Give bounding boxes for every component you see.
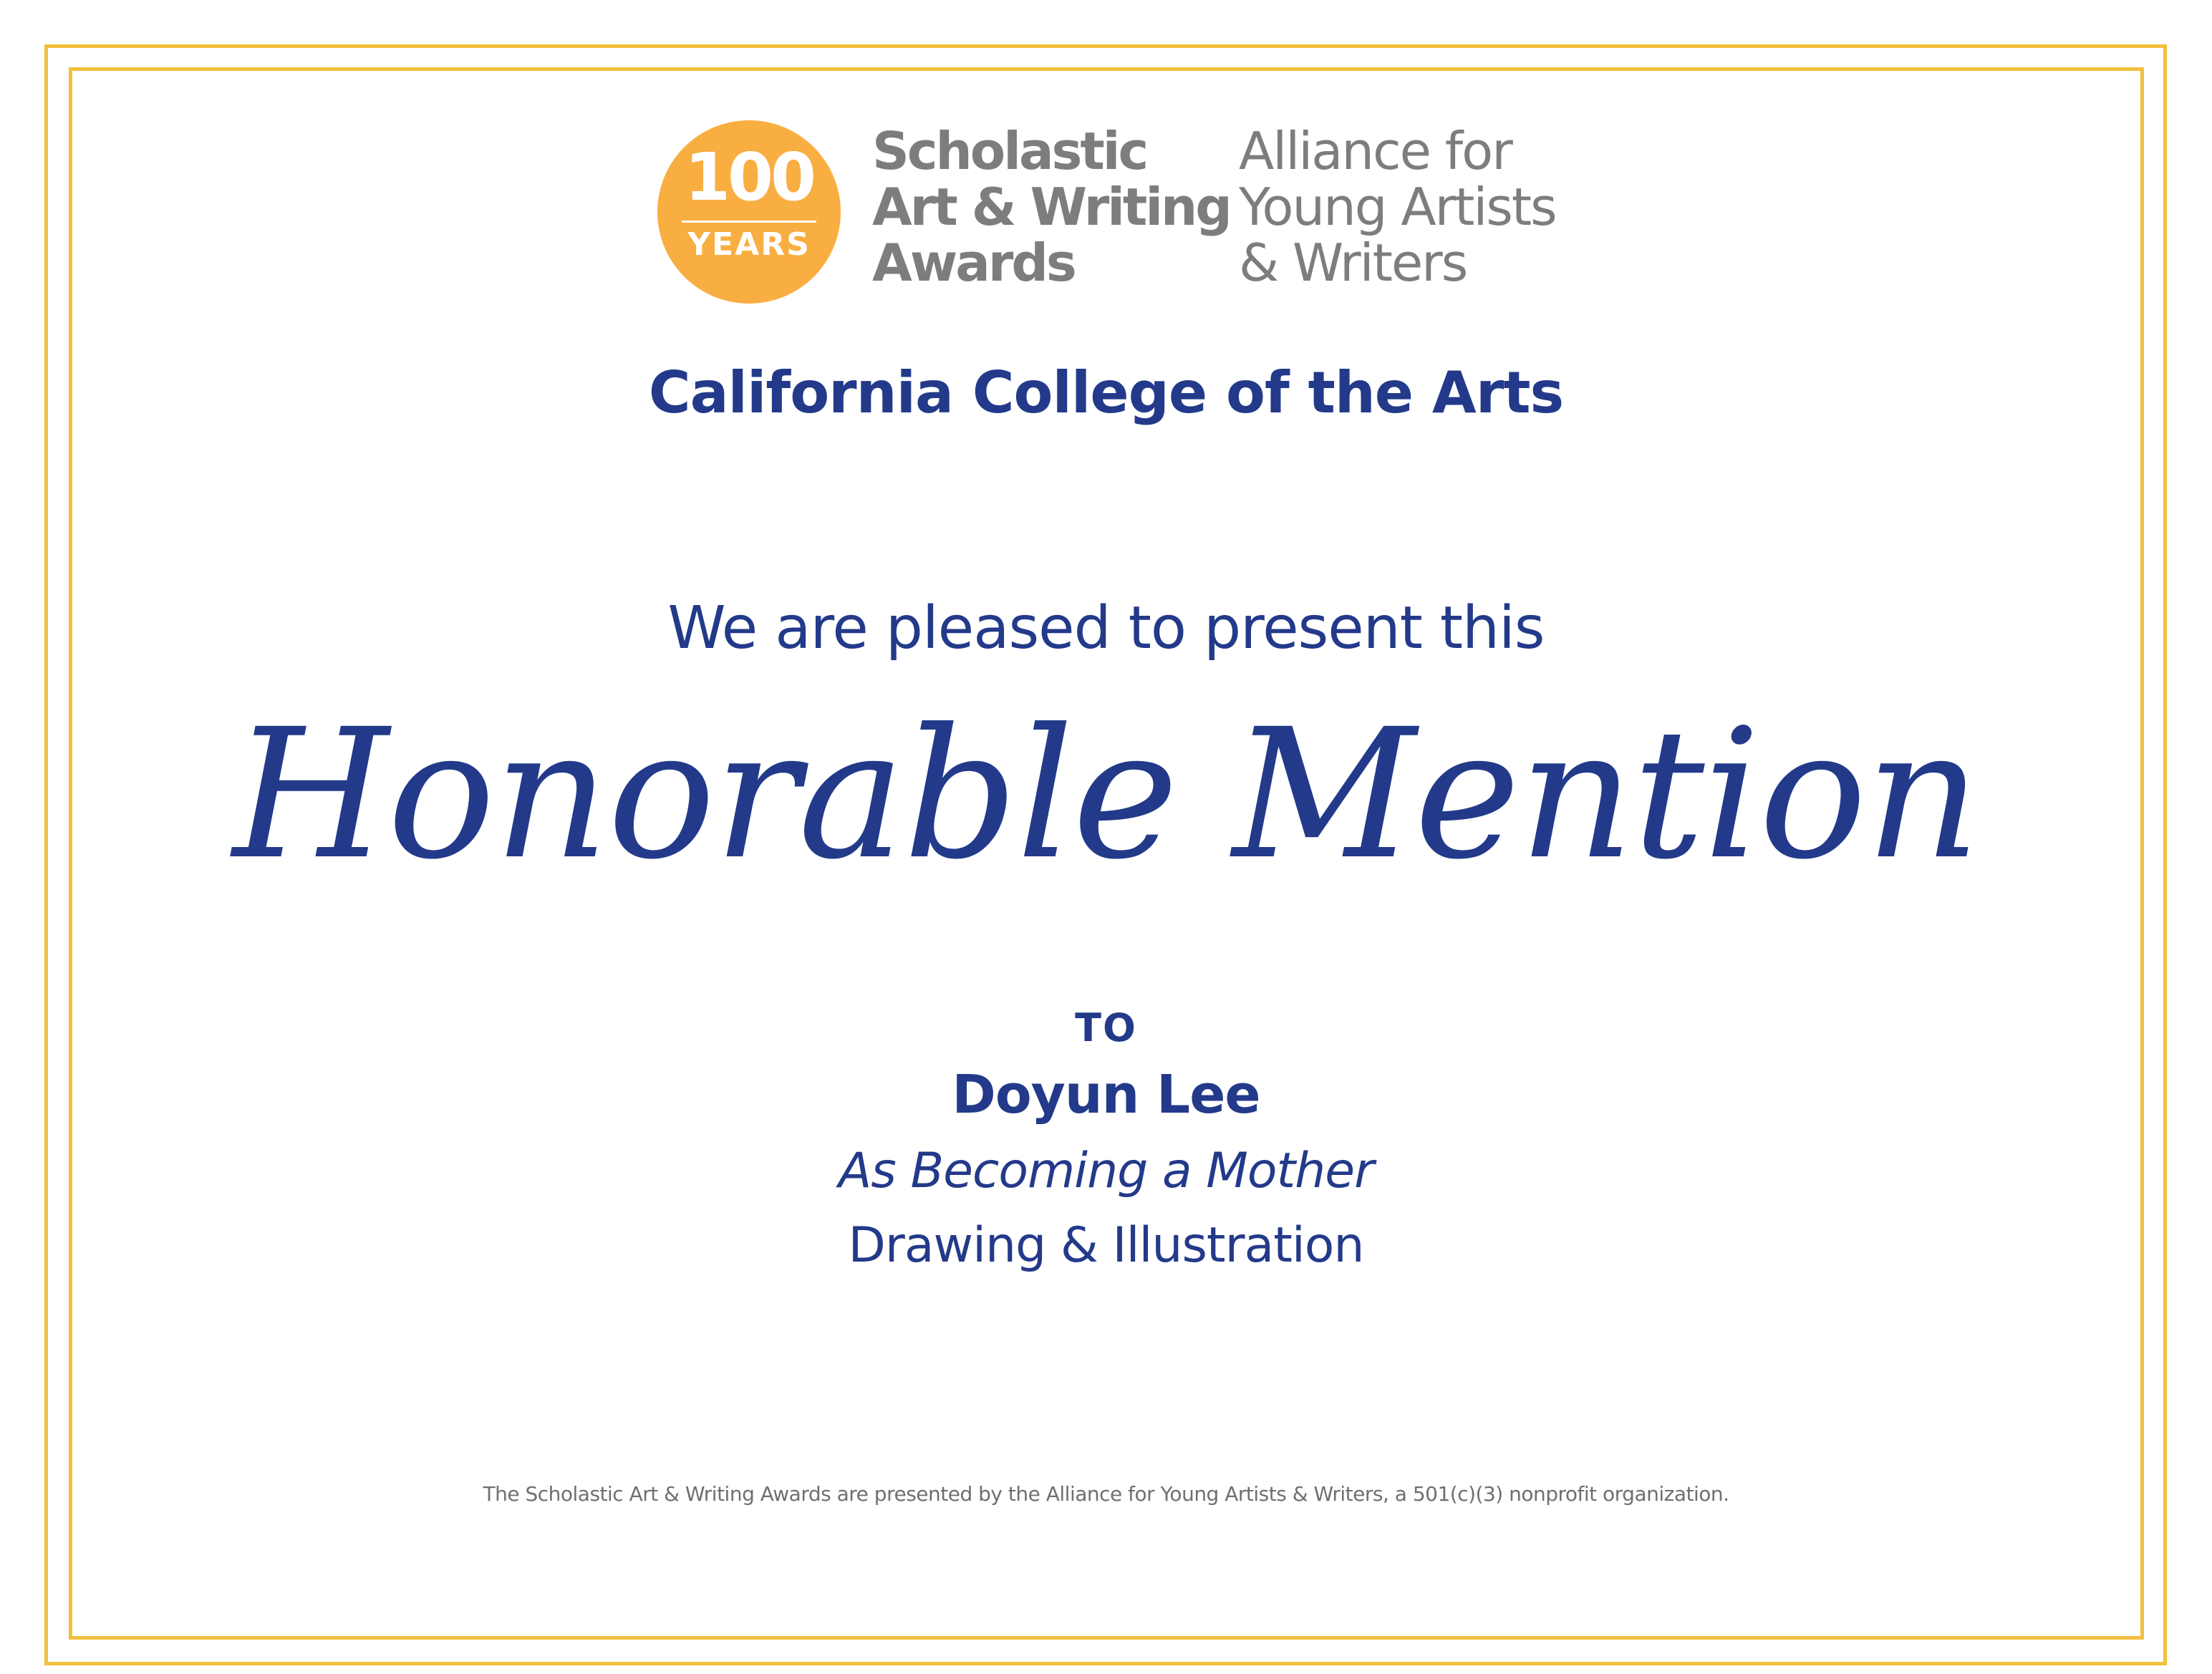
alliance-wordmark [1239, 123, 1556, 291]
scholastic-awards-wordmark [872, 123, 1230, 291]
100-years-badge-logo [657, 120, 841, 304]
badge-number: 100 [684, 139, 814, 216]
intro-text: We are pleased to present this [667, 594, 1545, 662]
badge-divider [682, 221, 816, 223]
alliance-line-1: Alliance for [1239, 121, 1512, 181]
scholastic-line-3: Awards [872, 233, 1075, 293]
institution-name: California College of the Arts [648, 359, 1564, 426]
award-title: Honorable Mention [233, 690, 1979, 899]
badge-years-label: YEARS [687, 226, 811, 263]
footer-disclaimer: The Scholastic Art & Writing Awards are presented by the Alliance for Young Artists & Writers, a 501(c)(3) nonprofit organization. [483, 1482, 1729, 1506]
recipient-name: Doyun Lee [952, 1064, 1260, 1126]
scholastic-line-1: Scholastic [872, 121, 1147, 181]
alliance-line-3: & Writers [1239, 233, 1467, 293]
work-title: As Becoming a Mother [838, 1143, 1374, 1199]
to-label: TO [1075, 1005, 1137, 1050]
award-category: Drawing & Illustration [848, 1217, 1364, 1274]
scholastic-line-2: Art & Writing [872, 177, 1230, 237]
alliance-line-2: Young Artists [1239, 177, 1556, 237]
